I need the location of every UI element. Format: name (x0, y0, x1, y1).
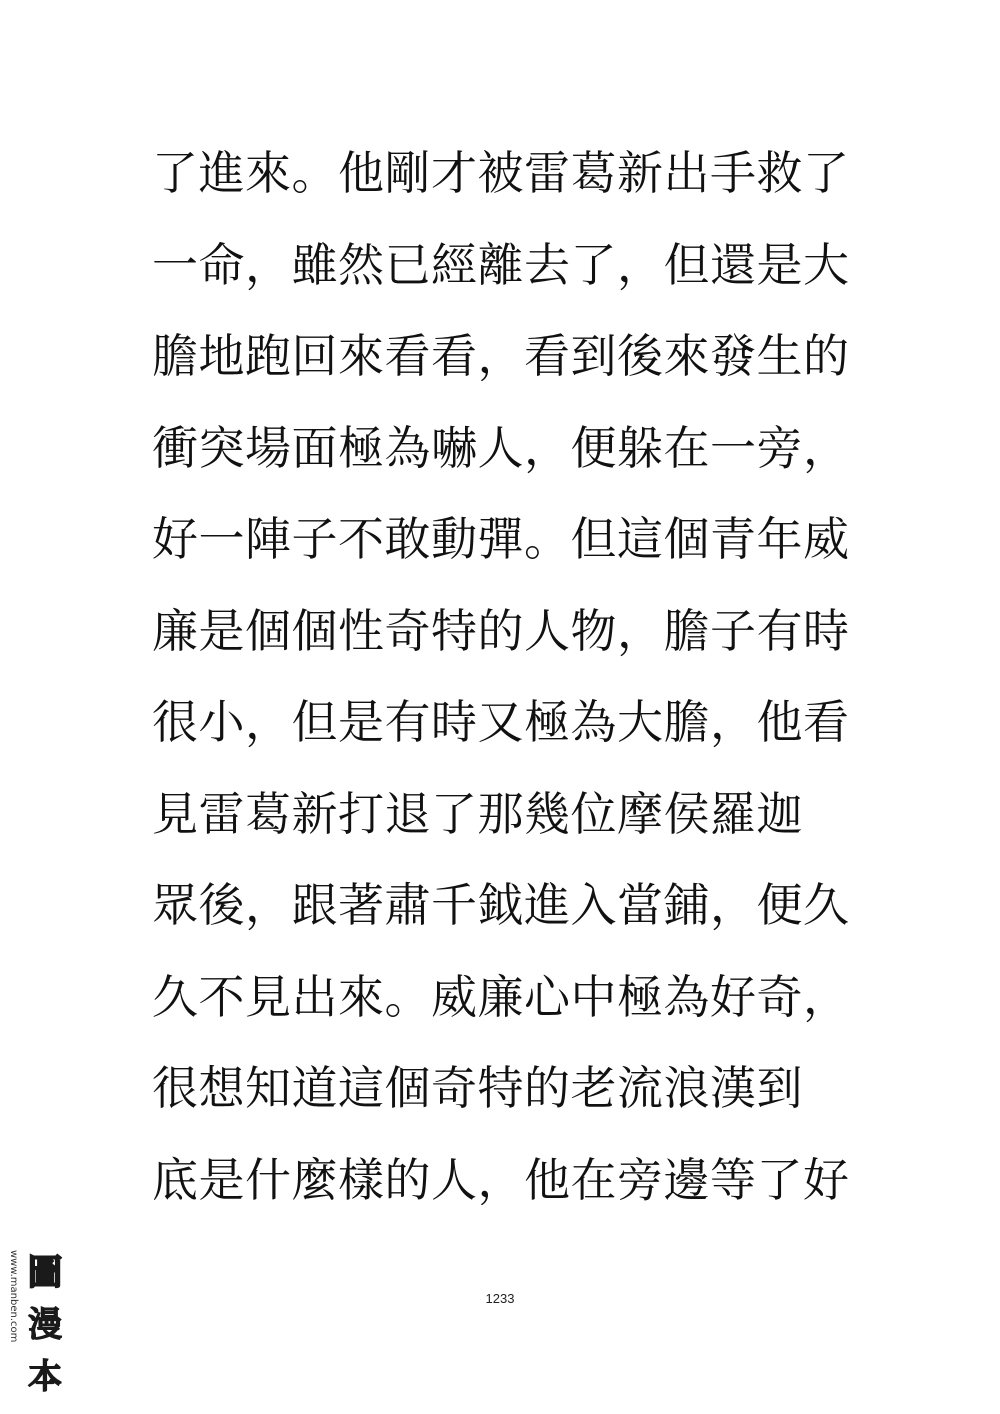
text-line-10: 久不見出來。威廉心中極為好奇， (152, 969, 850, 1024)
text-line-8: 見雷葛新打退了那幾位摩侯羅迦 (152, 786, 803, 841)
watermark-char-3: 本 (28, 1357, 62, 1397)
text-line-11: 很想知道這個奇特的老流浪漢到 (152, 1061, 803, 1115)
watermark-logo (6, 1250, 68, 1402)
watermark-char-1: 圖 (28, 1253, 62, 1293)
text-line-3: 膽地跑回來看看，看到後來發生的 (152, 329, 850, 383)
text-line-1: 了進來。他剛才被雷葛新出手救了 (152, 146, 850, 200)
text-line-12: 底是什麼樣的人，他在旁邊等了好 (152, 1152, 850, 1207)
text-line-5: 好一陣子不敢動彈。但這個青年威 (152, 512, 850, 566)
page-number: 1233 (485, 1291, 515, 1306)
watermark-url: www.manben.com (8, 1250, 19, 1343)
watermark-char-2: 漫 (28, 1305, 62, 1345)
text-line-2: 一命，雖然已經離去了，但還是大 (152, 237, 850, 292)
watermark-logo-mark (24, 1250, 66, 1400)
body-text (152, 138, 872, 1236)
text-line-9: 眾後，跟著肅千鉞進入當鋪，便久 (152, 878, 850, 932)
text-line-4: 衝突場面極為嚇人，便躲在一旁， (152, 420, 850, 475)
text-line-7: 很小，但是有時又極為大膽，他看 (152, 695, 850, 749)
text-line-6: 廉是個個性奇特的人物，膽子有時 (152, 603, 850, 658)
